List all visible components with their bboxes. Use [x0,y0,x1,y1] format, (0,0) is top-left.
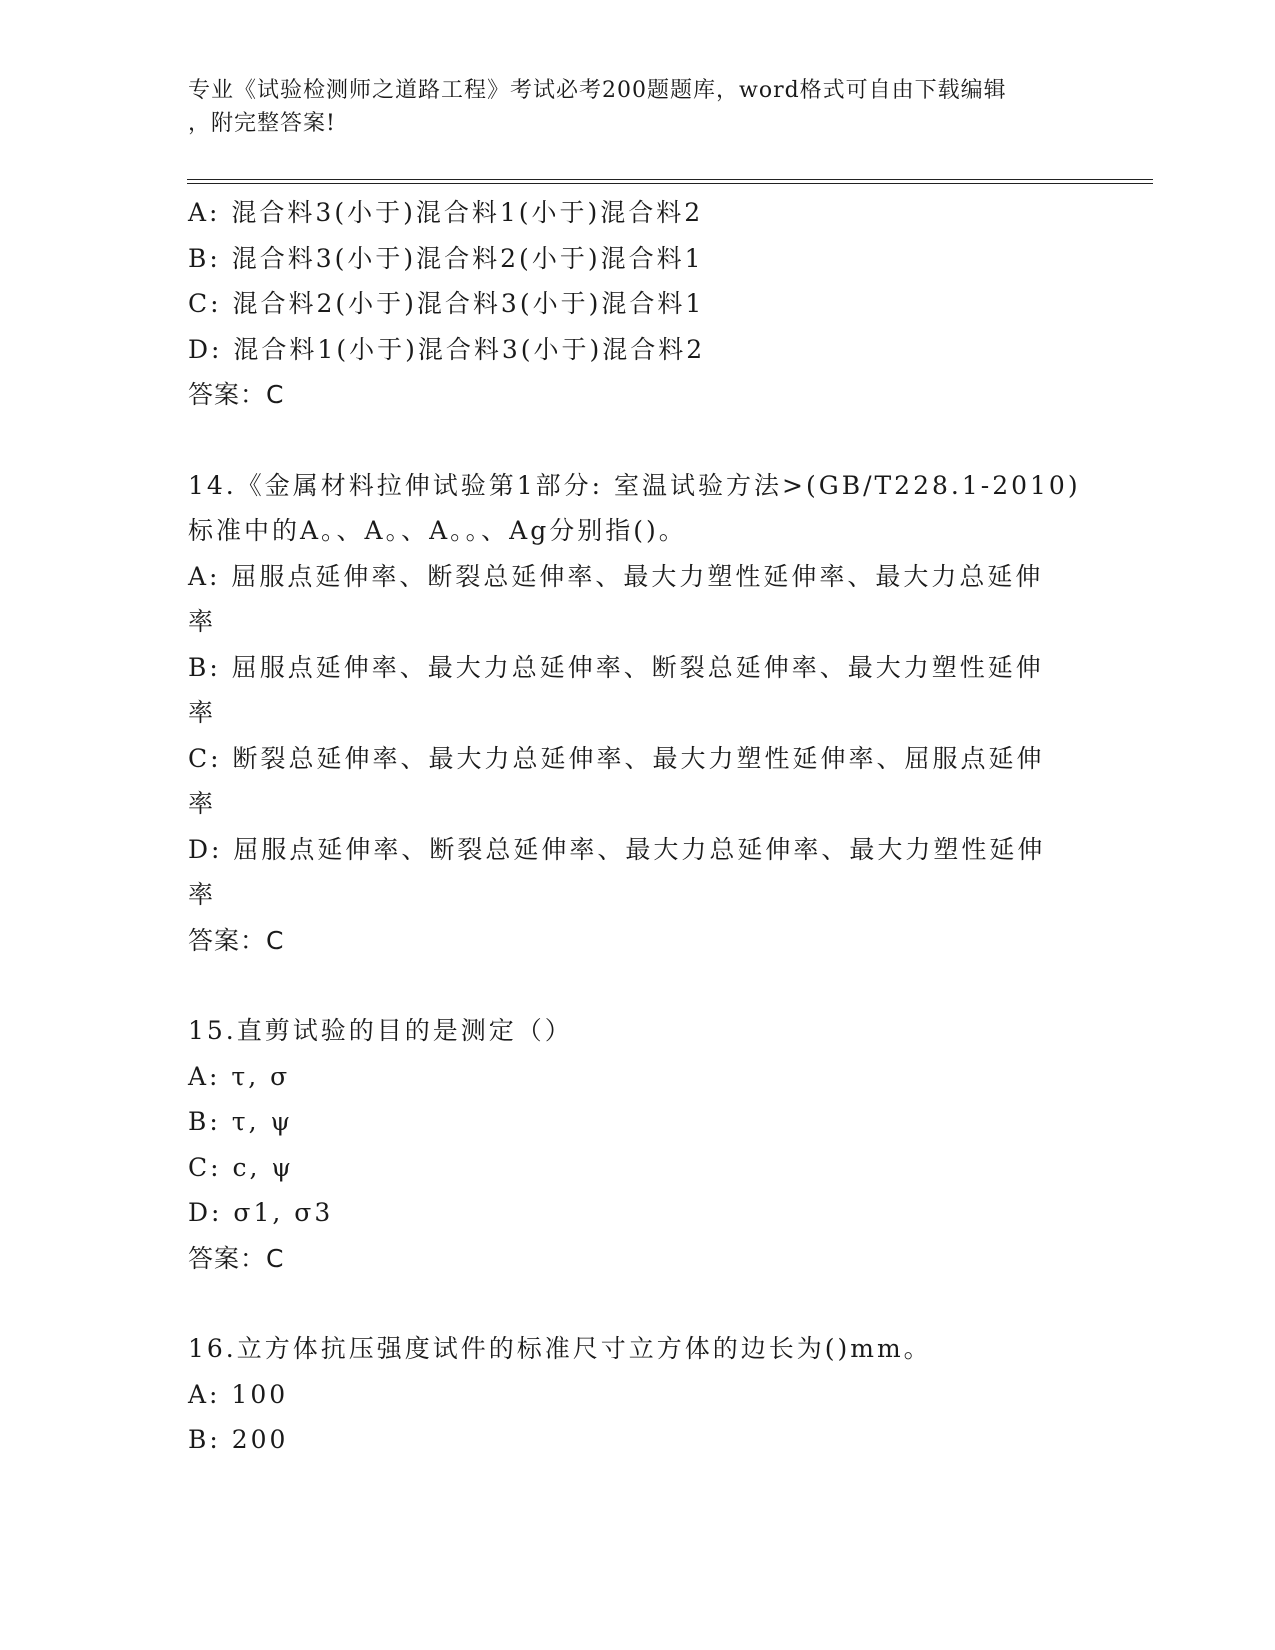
spacer [188,963,1088,1008]
option-a-line-2: 率 [188,607,217,636]
header-rule-top [187,179,1153,180]
question-stem: 16.立方体抗压强度试件的标准尺寸立方体的边长为()mm。 [188,1334,932,1363]
option-d: D: 混合料1(小于)混合料3(小于)混合料2 [188,334,706,364]
option-b: B: 200 [188,1425,289,1454]
question-stem-line-2: 标准中的A。、A。、A。。、Ag分别指()。 [188,516,687,545]
option-a: A: 混合料3(小于)混合料1(小于)混合料2 [188,198,704,227]
spacer [188,1281,1088,1326]
question-14 [188,463,1088,964]
option-c-line-2: 率 [188,789,217,818]
option-d: D: σ1, σ3 [188,1198,334,1227]
option-b-line-2: 率 [188,698,217,727]
option-c: C: c, ψ [188,1152,294,1182]
answer: 答案：C [188,380,285,409]
option-c: C: 混合料2(小于)混合料3(小于)混合料1 [188,289,705,318]
question-content [188,190,1088,1463]
header-line-2: ，附完整答案! [188,111,336,136]
option-d-line-2: 率 [188,880,217,909]
option-b-line-1: B: 屈服点延伸率、最大力总延伸率、断裂总延伸率、最大力塑性延伸 [188,652,1044,682]
answer: 答案：C [188,925,285,955]
option-c-line-1: C: 断裂总延伸率、最大力总延伸率、最大力塑性延伸率、屈服点延伸 [188,743,1045,773]
question-stem: 15.直剪试验的目的是测定（） [188,1016,573,1045]
header-rule-bottom [187,183,1153,184]
question-16 [188,1326,1088,1463]
header-line-1: 专业《试验检测师之道路工程》考试必考200题题库，word格式可自由下载编辑 [188,78,1007,103]
document-header [188,74,1088,140]
option-a: A: 100 [188,1379,289,1409]
answer: 答案：C [188,1243,285,1273]
option-b: B: 混合料3(小于)混合料2(小于)混合料1 [188,243,704,273]
spacer [188,418,1088,463]
option-a: A: τ, σ [188,1061,291,1091]
option-a-line-1: A: 屈服点延伸率、断裂总延伸率、最大力塑性延伸率、最大力总延伸 [188,561,1044,591]
question-15 [188,1008,1088,1281]
question-stem-line-1: 14.《金属材料拉伸试验第1部分: 室温试验方法>(GB/T228.1-2010) [188,470,1081,500]
option-b: B: τ, ψ [188,1107,294,1136]
question-13 [188,190,1088,418]
option-d-line-1: D: 屈服点延伸率、断裂总延伸率、最大力总延伸率、最大力塑性延伸 [188,834,1046,864]
